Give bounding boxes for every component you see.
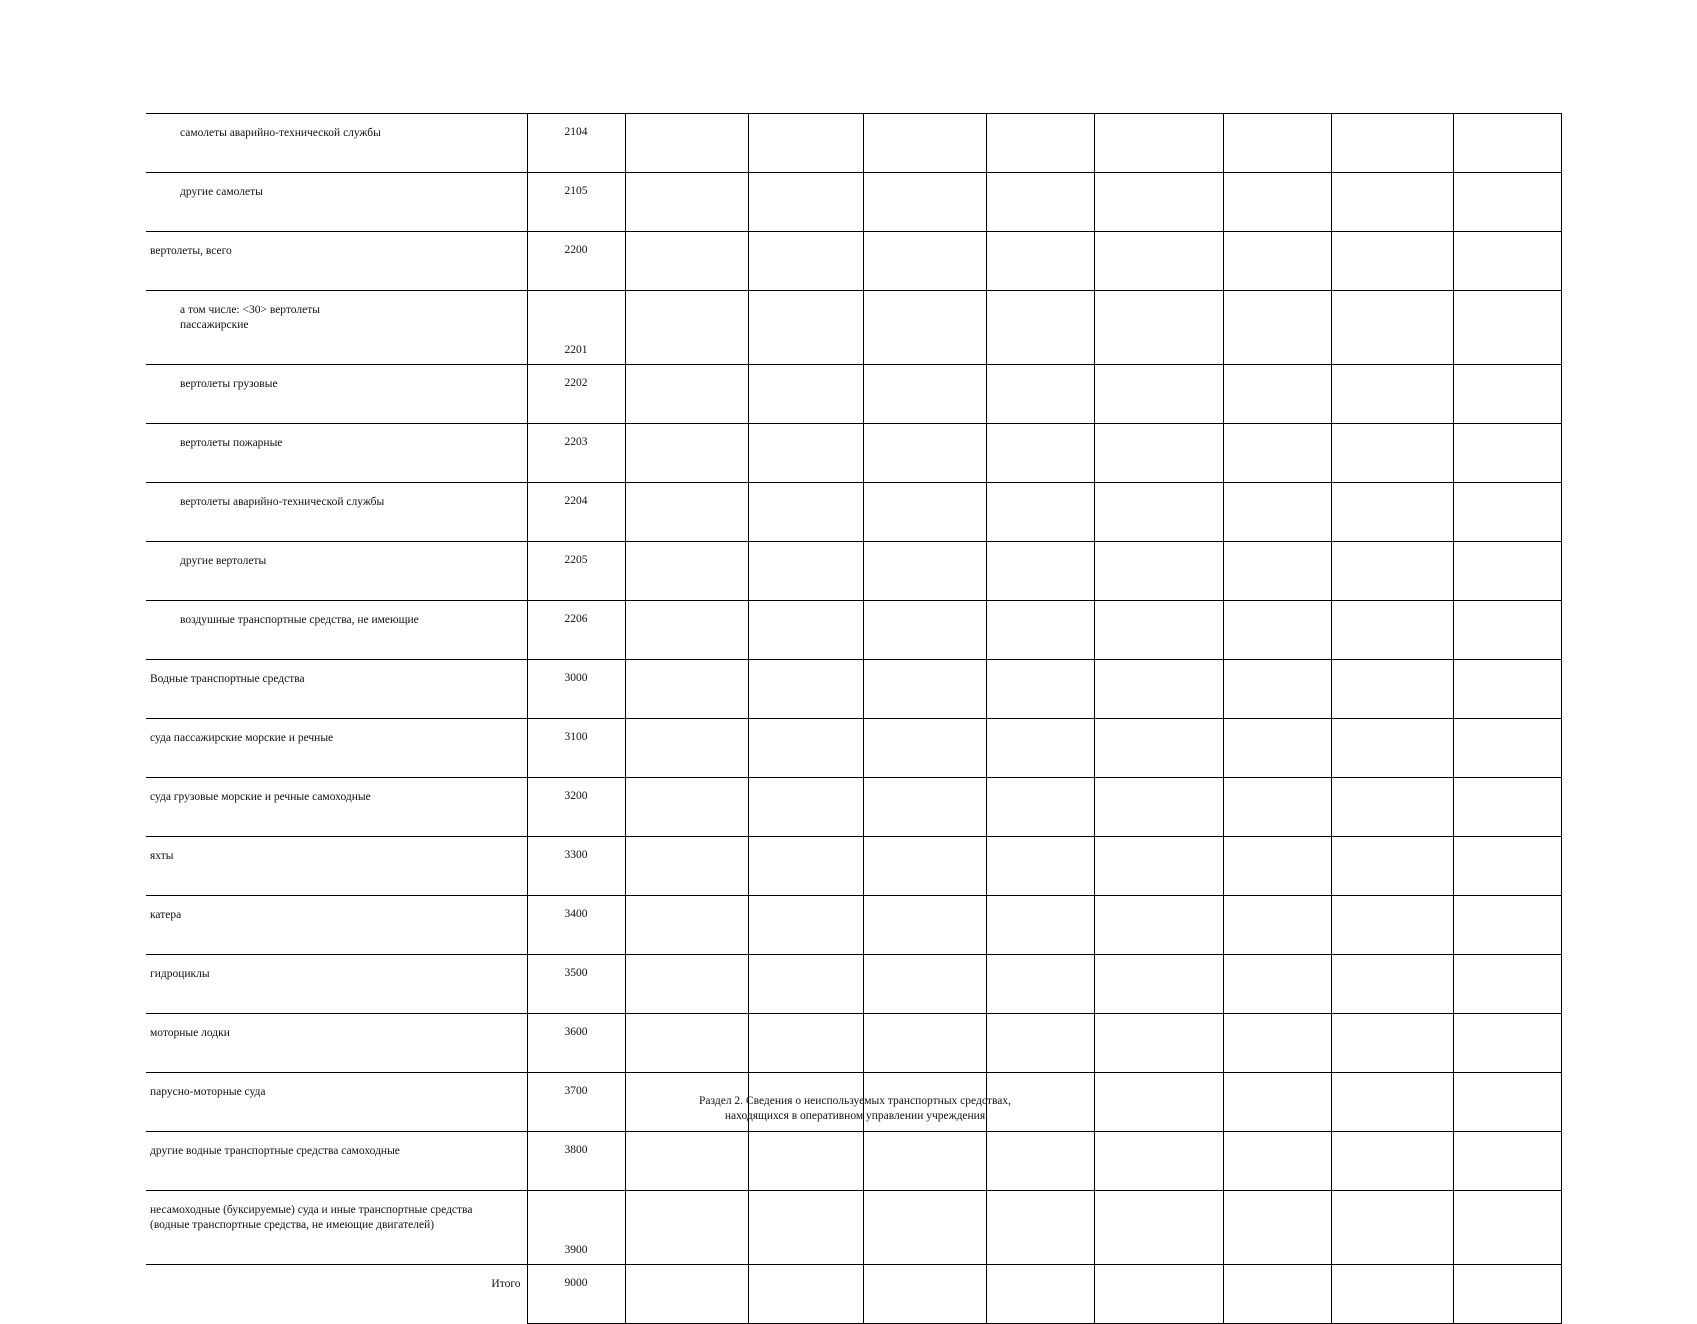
value-cell bbox=[748, 955, 863, 1014]
value-cell bbox=[748, 365, 863, 424]
value-cell bbox=[748, 896, 863, 955]
value-cell bbox=[1094, 173, 1223, 232]
row-name-cell bbox=[146, 542, 527, 601]
value-cell bbox=[748, 232, 863, 291]
row-name-cell bbox=[146, 232, 527, 291]
value-cell bbox=[1094, 660, 1223, 719]
table-row bbox=[146, 114, 1561, 173]
value-cell bbox=[1331, 1014, 1453, 1073]
table-row bbox=[146, 660, 1561, 719]
value-cell bbox=[1453, 542, 1561, 601]
row-name: вертолеты грузовые bbox=[180, 378, 278, 390]
row-code: 3400 bbox=[527, 896, 625, 955]
row-name: воздушные транспортные средства, не имеющие bbox=[180, 614, 419, 626]
value-cell bbox=[1453, 719, 1561, 778]
row-code: 2202 bbox=[527, 365, 625, 424]
table-row bbox=[146, 542, 1561, 601]
row-name: яхты bbox=[150, 850, 174, 862]
value-cell bbox=[625, 291, 748, 365]
value-cell bbox=[863, 424, 986, 483]
value-cell bbox=[1331, 896, 1453, 955]
value-cell bbox=[1094, 232, 1223, 291]
row-name-cell bbox=[146, 601, 527, 660]
table-row bbox=[146, 719, 1561, 778]
value-cell bbox=[1223, 232, 1331, 291]
value-cell bbox=[1453, 1014, 1561, 1073]
row-name: другие водные транспортные средства самоходные bbox=[150, 1145, 400, 1157]
row-code: 3900 bbox=[527, 1191, 625, 1265]
value-cell bbox=[1223, 1265, 1331, 1324]
row-name-cell bbox=[146, 1191, 527, 1265]
value-cell bbox=[1453, 837, 1561, 896]
row-code: 3500 bbox=[527, 955, 625, 1014]
value-cell bbox=[625, 719, 748, 778]
row-code: 3300 bbox=[527, 837, 625, 896]
value-cell bbox=[1223, 660, 1331, 719]
value-cell bbox=[1223, 1191, 1331, 1265]
row-name-cell bbox=[146, 896, 527, 955]
value-cell bbox=[986, 232, 1094, 291]
value-cell bbox=[1223, 955, 1331, 1014]
value-cell bbox=[863, 542, 986, 601]
value-cell bbox=[1331, 955, 1453, 1014]
value-cell bbox=[1094, 1014, 1223, 1073]
value-cell bbox=[863, 173, 986, 232]
value-cell bbox=[1453, 232, 1561, 291]
value-cell bbox=[863, 365, 986, 424]
value-cell bbox=[1223, 114, 1331, 173]
row-name: парусно-моторные суда bbox=[150, 1086, 266, 1098]
value-cell bbox=[748, 173, 863, 232]
row-name-cell bbox=[146, 955, 527, 1014]
table-row bbox=[146, 955, 1561, 1014]
value-cell bbox=[625, 601, 748, 660]
value-cell bbox=[1331, 1191, 1453, 1265]
value-cell bbox=[1094, 1265, 1223, 1324]
row-name-cell bbox=[146, 660, 527, 719]
row-code: 2205 bbox=[527, 542, 625, 601]
value-cell bbox=[863, 1265, 986, 1324]
value-cell bbox=[986, 719, 1094, 778]
value-cell bbox=[986, 660, 1094, 719]
value-cell bbox=[1094, 719, 1223, 778]
value-cell bbox=[1223, 424, 1331, 483]
row-name-cell bbox=[146, 778, 527, 837]
row-code: 3100 bbox=[527, 719, 625, 778]
value-cell bbox=[1453, 173, 1561, 232]
value-cell bbox=[986, 483, 1094, 542]
value-cell bbox=[1331, 291, 1453, 365]
value-cell bbox=[748, 483, 863, 542]
value-cell bbox=[625, 1191, 748, 1265]
value-cell bbox=[1453, 114, 1561, 173]
row-code: 2200 bbox=[527, 232, 625, 291]
row-name-cell bbox=[146, 1132, 527, 1191]
value-cell bbox=[1223, 1014, 1331, 1073]
value-cell bbox=[1331, 365, 1453, 424]
table-row bbox=[146, 1191, 1561, 1265]
row-name-cell bbox=[146, 365, 527, 424]
value-cell bbox=[863, 778, 986, 837]
value-cell bbox=[625, 837, 748, 896]
value-cell bbox=[1223, 542, 1331, 601]
value-cell bbox=[748, 719, 863, 778]
table-row bbox=[146, 1132, 1561, 1191]
value-cell bbox=[1094, 778, 1223, 837]
value-cell bbox=[1094, 114, 1223, 173]
value-cell bbox=[1453, 778, 1561, 837]
value-cell bbox=[1453, 291, 1561, 365]
row-name: а том числе: <30> вертолеты пассажирские bbox=[180, 304, 320, 331]
value-cell bbox=[986, 601, 1094, 660]
value-cell bbox=[1331, 1132, 1453, 1191]
row-name-cell bbox=[146, 837, 527, 896]
value-cell bbox=[1223, 1132, 1331, 1191]
value-cell bbox=[1331, 424, 1453, 483]
row-code: 3200 bbox=[527, 778, 625, 837]
table-row bbox=[146, 1014, 1561, 1073]
value-cell bbox=[863, 114, 986, 173]
value-cell bbox=[1331, 483, 1453, 542]
row-name: вертолеты, всего bbox=[150, 245, 232, 257]
value-cell bbox=[863, 601, 986, 660]
value-cell bbox=[1094, 483, 1223, 542]
value-cell bbox=[863, 660, 986, 719]
value-cell bbox=[863, 837, 986, 896]
value-cell bbox=[1094, 837, 1223, 896]
value-cell bbox=[986, 1014, 1094, 1073]
value-cell bbox=[863, 1191, 986, 1265]
row-name: другие вертолеты bbox=[180, 555, 267, 567]
value-cell bbox=[748, 1014, 863, 1073]
row-name-cell bbox=[146, 173, 527, 232]
value-cell bbox=[1453, 365, 1561, 424]
value-cell bbox=[625, 955, 748, 1014]
row-name: суда пассажирские морские и речные bbox=[150, 732, 334, 744]
row-name-cell bbox=[146, 719, 527, 778]
row-code: 2105 bbox=[527, 173, 625, 232]
value-cell bbox=[1223, 778, 1331, 837]
value-cell bbox=[625, 114, 748, 173]
value-cell bbox=[1453, 424, 1561, 483]
row-name-cell bbox=[146, 1265, 527, 1324]
row-code: 3600 bbox=[527, 1014, 625, 1073]
row-name: вертолеты аварийно-технической службы bbox=[180, 496, 385, 508]
value-cell bbox=[1094, 955, 1223, 1014]
row-name: вертолеты пожарные bbox=[180, 437, 283, 449]
value-cell bbox=[863, 955, 986, 1014]
value-cell bbox=[1331, 173, 1453, 232]
value-cell bbox=[986, 955, 1094, 1014]
row-name-cell bbox=[146, 291, 527, 365]
value-cell bbox=[986, 173, 1094, 232]
value-cell bbox=[986, 1191, 1094, 1265]
value-cell bbox=[625, 232, 748, 291]
value-cell bbox=[748, 778, 863, 837]
value-cell bbox=[1094, 542, 1223, 601]
value-cell bbox=[1094, 365, 1223, 424]
value-cell bbox=[1331, 1073, 1453, 1132]
value-cell bbox=[863, 291, 986, 365]
value-cell bbox=[1453, 1191, 1561, 1265]
value-cell bbox=[625, 365, 748, 424]
value-cell bbox=[1331, 837, 1453, 896]
value-cell bbox=[986, 365, 1094, 424]
value-cell bbox=[625, 778, 748, 837]
value-cell bbox=[1331, 114, 1453, 173]
table-row bbox=[146, 173, 1561, 232]
value-cell bbox=[1453, 1132, 1561, 1191]
row-code: 2201 bbox=[527, 291, 625, 365]
value-cell bbox=[1331, 601, 1453, 660]
row-code: 9000 bbox=[527, 1265, 625, 1324]
value-cell bbox=[1223, 896, 1331, 955]
row-code: 2203 bbox=[527, 424, 625, 483]
table-row bbox=[146, 232, 1561, 291]
value-cell bbox=[1094, 1073, 1223, 1132]
row-name-cell bbox=[146, 424, 527, 483]
value-cell bbox=[986, 424, 1094, 483]
value-cell bbox=[625, 1132, 748, 1191]
value-cell bbox=[1223, 173, 1331, 232]
value-cell bbox=[1331, 1265, 1453, 1324]
value-cell bbox=[1223, 837, 1331, 896]
table-row bbox=[146, 601, 1561, 660]
value-cell bbox=[1094, 1191, 1223, 1265]
value-cell bbox=[748, 660, 863, 719]
value-cell bbox=[986, 837, 1094, 896]
section-caption: Раздел 2. Сведения о неиспользуемых транспортных средствах, находящихся в оперативном управлении учреждения bbox=[699, 1095, 1011, 1122]
value-cell bbox=[625, 483, 748, 542]
value-cell bbox=[863, 896, 986, 955]
table-body bbox=[146, 114, 1561, 1324]
row-name: самолеты аварийно-технической службы bbox=[180, 127, 381, 139]
value-cell bbox=[625, 542, 748, 601]
value-cell bbox=[625, 424, 748, 483]
value-cell bbox=[1223, 365, 1331, 424]
value-cell bbox=[1094, 1132, 1223, 1191]
row-name: моторные лодки bbox=[150, 1027, 230, 1039]
table-row bbox=[146, 291, 1561, 365]
row-name-cell bbox=[146, 483, 527, 542]
row-name-cell bbox=[146, 1014, 527, 1073]
value-cell bbox=[625, 1014, 748, 1073]
value-cell bbox=[1223, 291, 1331, 365]
value-cell bbox=[863, 483, 986, 542]
row-code: 2204 bbox=[527, 483, 625, 542]
row-name: Водные транспортные средства bbox=[150, 673, 305, 685]
value-cell bbox=[748, 1265, 863, 1324]
value-cell bbox=[625, 173, 748, 232]
value-cell bbox=[986, 542, 1094, 601]
row-code: 3700 bbox=[527, 1073, 625, 1132]
value-cell bbox=[1453, 1265, 1561, 1324]
value-cell bbox=[625, 1265, 748, 1324]
value-cell bbox=[1223, 1073, 1331, 1132]
table-row bbox=[146, 424, 1561, 483]
value-cell bbox=[748, 291, 863, 365]
value-cell bbox=[748, 1191, 863, 1265]
value-cell bbox=[1223, 719, 1331, 778]
row-name: гидроциклы bbox=[150, 968, 210, 980]
value-cell bbox=[1331, 778, 1453, 837]
table-row bbox=[146, 483, 1561, 542]
row-name-cell bbox=[146, 114, 527, 173]
value-cell bbox=[863, 1132, 986, 1191]
value-cell bbox=[986, 114, 1094, 173]
value-cell bbox=[986, 896, 1094, 955]
value-cell bbox=[1453, 660, 1561, 719]
row-code: 3000 bbox=[527, 660, 625, 719]
value-cell bbox=[986, 291, 1094, 365]
row-name: Итого bbox=[491, 1278, 521, 1290]
table-row bbox=[146, 778, 1561, 837]
value-cell bbox=[748, 837, 863, 896]
value-cell bbox=[748, 114, 863, 173]
row-code: 2104 bbox=[527, 114, 625, 173]
value-cell bbox=[1094, 424, 1223, 483]
row-name: катера bbox=[150, 909, 182, 921]
value-cell bbox=[986, 1265, 1094, 1324]
table-row bbox=[146, 896, 1561, 955]
value-cell bbox=[625, 896, 748, 955]
value-cell bbox=[863, 232, 986, 291]
value-cell bbox=[863, 1014, 986, 1073]
row-code: 2206 bbox=[527, 601, 625, 660]
value-cell bbox=[1453, 896, 1561, 955]
value-cell bbox=[1331, 542, 1453, 601]
value-cell bbox=[748, 542, 863, 601]
value-cell bbox=[986, 1132, 1094, 1191]
row-code: 3800 bbox=[527, 1132, 625, 1191]
table-row bbox=[146, 837, 1561, 896]
value-cell bbox=[986, 778, 1094, 837]
table-row bbox=[146, 1265, 1561, 1324]
value-cell bbox=[1331, 719, 1453, 778]
row-name: суда грузовые морские и речные самоходные bbox=[150, 791, 371, 803]
value-cell bbox=[748, 601, 863, 660]
value-cell bbox=[1331, 660, 1453, 719]
value-cell bbox=[1094, 291, 1223, 365]
row-name: другие самолеты bbox=[180, 186, 263, 198]
value-cell bbox=[1453, 1073, 1561, 1132]
value-cell bbox=[1223, 601, 1331, 660]
value-cell bbox=[1453, 483, 1561, 542]
value-cell bbox=[748, 1132, 863, 1191]
value-cell bbox=[863, 719, 986, 778]
transport-form-table bbox=[146, 113, 1562, 1324]
value-cell bbox=[625, 660, 748, 719]
value-cell bbox=[1094, 896, 1223, 955]
value-cell bbox=[1331, 232, 1453, 291]
value-cell bbox=[748, 424, 863, 483]
row-name: несамоходные (буксируемые) суда и иные транспортные средства (водные транспортные средства, не имеющие двигателей) bbox=[150, 1204, 473, 1231]
row-name-cell bbox=[146, 1073, 527, 1132]
value-cell bbox=[1223, 483, 1331, 542]
value-cell bbox=[1453, 601, 1561, 660]
table-row bbox=[146, 365, 1561, 424]
value-cell bbox=[1453, 955, 1561, 1014]
value-cell bbox=[1094, 601, 1223, 660]
